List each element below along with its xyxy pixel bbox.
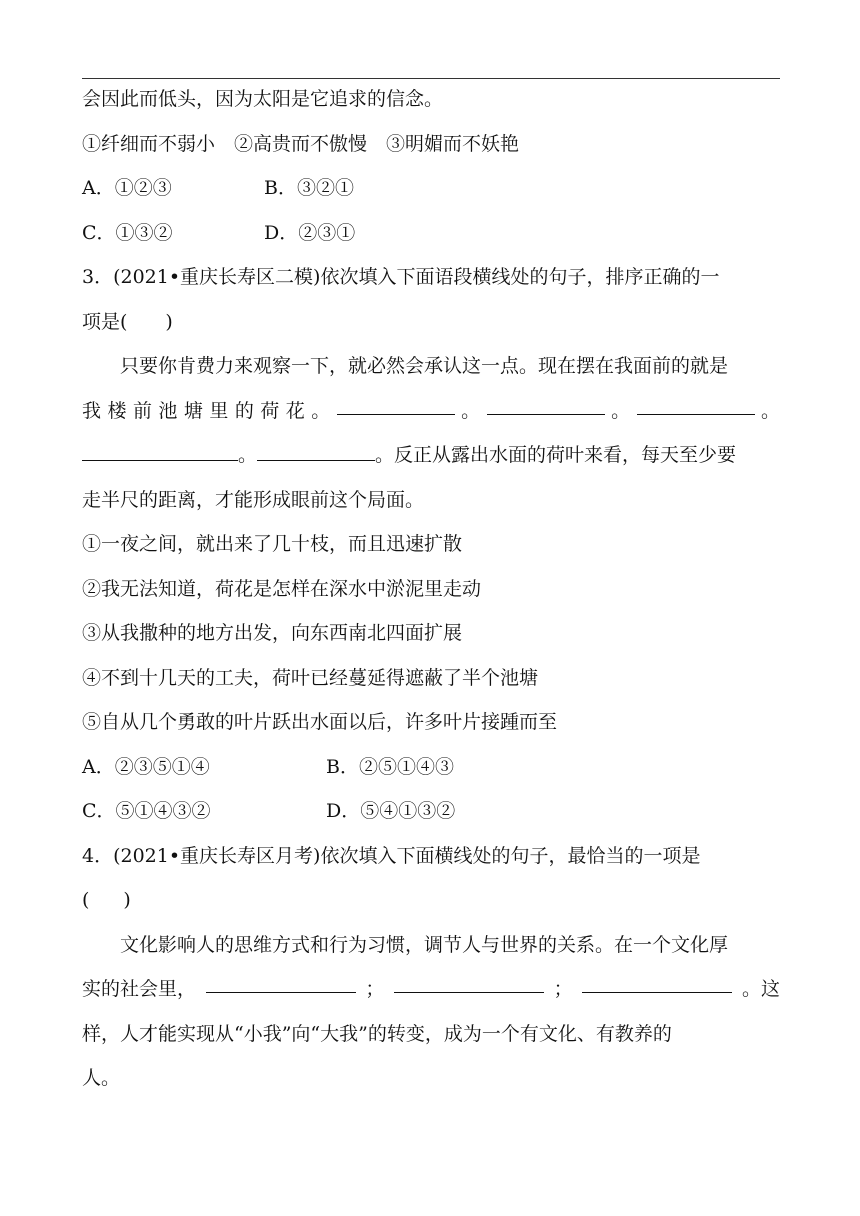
q3-passage-line3-tail: 。反正从露出水面的荷叶来看，每天至少要 [375, 444, 737, 466]
q2-option-b[interactable]: B．③②① [264, 177, 354, 199]
q2-option-a[interactable]: A．①②③ [82, 177, 172, 199]
q2-option-d[interactable]: D．②③① [264, 221, 356, 244]
document-body [82, 86, 780, 1091]
q4-passage-line4: 人。 [82, 1067, 121, 1089]
q3-period: 。 [760, 399, 780, 422]
q3-char: 前 [132, 399, 152, 422]
q3-passage-line4: 走半尺的距离，才能形成眼前这个局面。 [82, 488, 425, 511]
q3-option-b[interactable]: B．②⑤①④③ [326, 755, 454, 778]
q4-stem-line1: 4．(2021•重庆长寿区月考)依次填入下面横线处的句子，最恰当的一项是 [82, 844, 701, 867]
fill-blank[interactable] [582, 976, 732, 993]
q3-passage-line1: 只要你肯费力来观察一下，就必然会承认这一点。现在摆在我面前的就是 [120, 355, 729, 377]
q4-passage-line2-tail: 。这 [741, 978, 780, 1000]
fill-blank[interactable] [82, 444, 238, 461]
q3-char: 。 [311, 399, 331, 422]
q3-passage-line3 [82, 442, 780, 468]
q4-passage-line1: 文化影响人的思维方式和行为习惯，调节人与世界的关系。在一个文化厚 [120, 933, 729, 956]
q3-sentence-1: ①一夜之间，就出来了几十枝，而且迅速扩散 [82, 533, 463, 555]
q3-sentence-3: ③从我撒种的地方出发，向东西南北四面扩展 [82, 622, 463, 644]
q4-passage-line2-head: 实的社会里， [82, 978, 197, 1000]
q3-option-c[interactable]: C．⑤①④③② [82, 800, 211, 822]
q3-options-row2 [82, 798, 780, 824]
q3-char: 池 [158, 399, 178, 422]
q3-period: 。 [238, 444, 258, 466]
q3-sentence-4: ④不到十几天的工夫，荷叶已经蔓延得遮蔽了半个池塘 [82, 666, 539, 689]
q3-char: 花 [285, 399, 305, 422]
q4-paren-open: ( [82, 889, 90, 911]
q4-semicolon: ； [553, 978, 573, 1000]
q3-char: 塘 [183, 399, 203, 422]
q4-passage-line3: 样，人才能实现从“小我”向“大我”的转变，成为一个有文化、有教养的 [82, 1022, 672, 1045]
q2-continuation: 会因此而低头，因为太阳是它追求的信念。 [82, 88, 444, 110]
q3-option-a[interactable]: A．②③⑤①④ [82, 755, 210, 778]
q3-char: 楼 [107, 399, 127, 422]
q2-options-row2 [82, 220, 780, 246]
q4-passage-line2 [82, 976, 780, 1002]
q3-char: 荷 [260, 399, 280, 422]
fill-blank[interactable] [487, 398, 605, 415]
header-rule [82, 78, 780, 79]
q3-period: 。 [461, 399, 481, 422]
q3-options-row1 [82, 754, 780, 780]
fill-blank[interactable] [337, 398, 455, 415]
q2-option-c[interactable]: C．①③② [82, 221, 173, 244]
q4-paren-close: ) [123, 889, 131, 911]
q3-char: 的 [234, 399, 254, 422]
q3-char: 我 [82, 399, 102, 422]
q3-stem-line2: 项是( ) [82, 310, 173, 333]
q3-stem-line1: 3．(2021•重庆长寿区二模)依次填入下面语段横线处的句子，排序正确的一 [82, 266, 720, 288]
q3-char: 里 [209, 399, 229, 422]
fill-blank[interactable] [206, 976, 356, 993]
q3-period: 。 [611, 399, 631, 422]
q2-options-row1 [82, 175, 780, 201]
fill-blank[interactable] [637, 398, 755, 415]
q3-sentence-2: ②我无法知道，荷花是怎样在深水中淤泥里走动 [82, 577, 482, 600]
fill-blank[interactable] [257, 444, 375, 461]
q3-option-d[interactable]: D．⑤④①③② [326, 800, 456, 822]
q4-semicolon: ； [365, 978, 385, 1000]
q3-sentence-5: ⑤自从几个勇敢的叶片跃出水面以后，许多叶片接踵而至 [82, 711, 558, 733]
q2-items: ①纤细而不弱小 ②高贵而不傲慢 ③明媚而不妖艳 [82, 132, 520, 155]
q4-stem-line2 [82, 887, 780, 913]
fill-blank[interactable] [394, 976, 544, 993]
q3-passage-line2 [82, 398, 780, 424]
